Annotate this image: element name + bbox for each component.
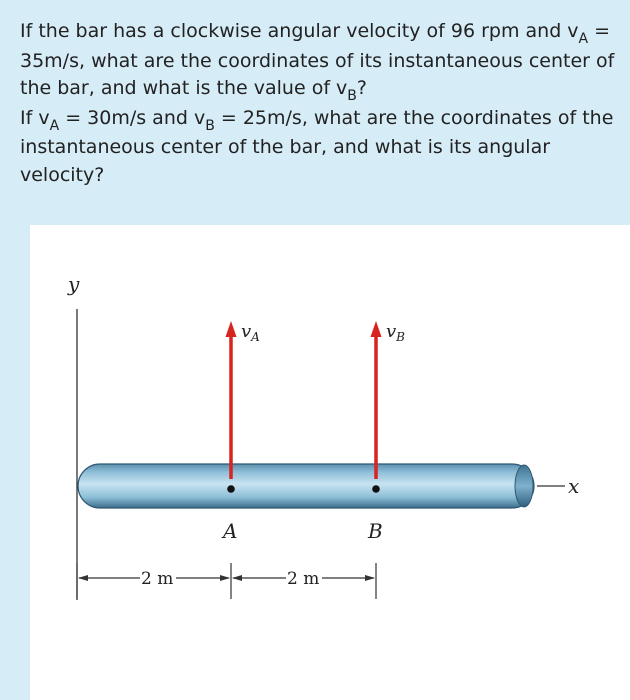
dimension-line (77, 563, 376, 599)
diagram-svg (30, 225, 630, 700)
velocity-arrow-a (226, 321, 237, 479)
bar (78, 464, 534, 508)
point-a-dot (227, 485, 235, 493)
point-b-label: B (368, 519, 383, 543)
y-axis-label: y (68, 272, 80, 296)
bar-end-cap (515, 465, 533, 507)
point-a-label: A (223, 519, 238, 543)
dimension-label-1: 2 m (141, 569, 174, 589)
question-part-1: If the bar has a clockwise angular velocity of 96 rpm and $v_A = 35m/s$, what are the coordinates of its instantaneous center of the bar, and what is the value of $v_B$? (20, 20, 615, 104)
point-b-dot (372, 485, 380, 493)
velocity-arrow-b (371, 321, 382, 479)
question-text (20, 18, 616, 189)
velocity-b-label: $v_B$ (386, 321, 405, 344)
bar-diagram (30, 225, 630, 700)
dimension-label-2: 2 m (287, 569, 320, 589)
velocity-a-label: $v_A$ (241, 321, 260, 344)
question-part-2: If $v_A = 30m/s$ and $v_B = 25m/s$, what are the coordinates of the instantaneous center of the bar, and what is its angular velocity? (20, 106, 614, 186)
x-axis-label: x (568, 474, 580, 498)
